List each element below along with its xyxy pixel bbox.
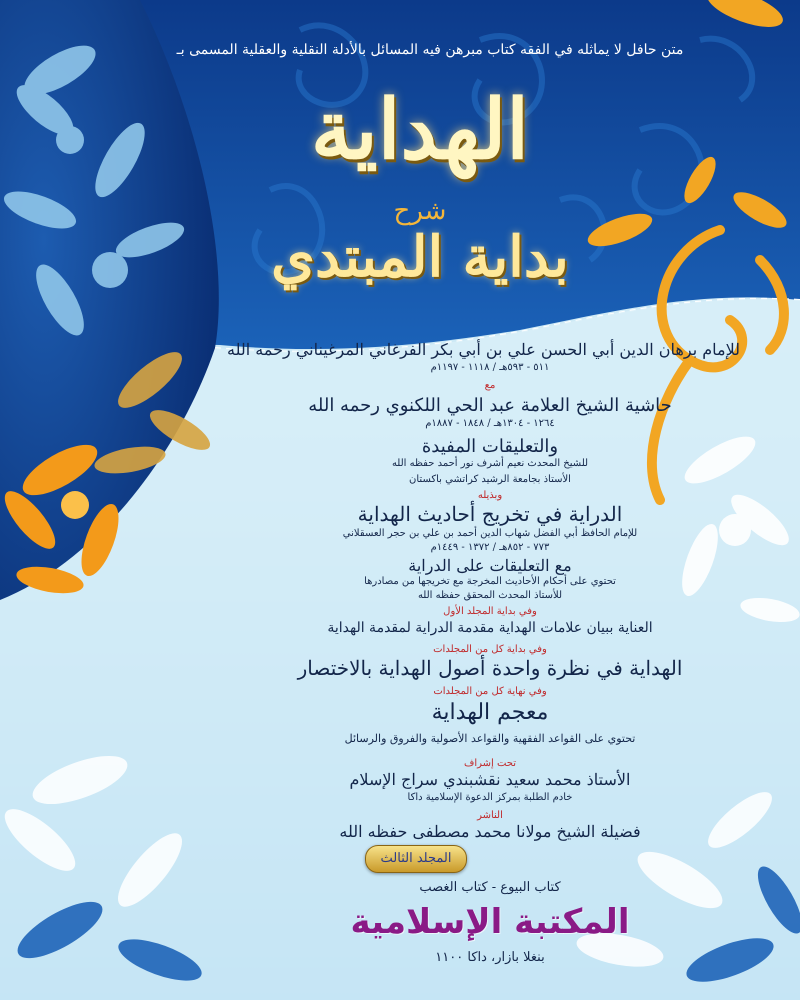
each-volume-contents: الهداية في نظرة واحدة أصول الهداية بالاختصار: [297, 656, 683, 680]
mujam-title: معجم الهداية: [431, 700, 549, 725]
diraya-notes-author: للأستاذ المحدث المحقق حفظه الله: [417, 590, 563, 601]
volume-books: كتاب البيوع - كتاب الغصب: [419, 880, 561, 895]
with-label: مع: [484, 380, 496, 391]
taliqat-affiliation: الأستاذ بجامعة الرشيد كراتشي باكستان: [409, 474, 571, 485]
author-line: للإمام برهان الدين أبي الحسن علي بن أبي بكر الفرغاني المرغيناني رحمه الله: [227, 340, 740, 359]
mujam-description: تحتوي على القواعد الفقهية والقواعد الأصولية والفروق والرسائل: [344, 732, 636, 745]
base-text-title: بداية المبتدي: [271, 224, 569, 290]
diraya-dates: ٧٧٣ - ٨٥٢هـ / ١٣٧٢ - ١٤٤٩م: [430, 542, 550, 553]
appendix-label: وبذيله: [477, 490, 503, 501]
diraya-author: للإمام الحافظ أبي الفضل شهاب الدين أحمد بن علي بن حجر العسقلاني: [342, 528, 638, 539]
volume-badge: المجلد الثالث: [365, 845, 467, 873]
diraya-notes-title: مع التعليقات على الدراية: [408, 556, 572, 575]
author-dates: ٥١١ - ٥٩٣هـ / ١١١٨ - ١١٩٧م: [430, 362, 550, 373]
supervision-label: تحت إشراف: [463, 758, 517, 769]
hashia-dates: ١٢٦٤ - ١٣٠٤هـ / ١٨٤٨ - ١٨٨٧م: [425, 418, 555, 429]
each-volume-label: وفي بداية كل من المجلدات: [433, 644, 547, 655]
supervisor-role: خادم الطلبة بمركز الدعوة الإسلامية داكا: [407, 792, 573, 803]
first-volume-label: وفي بداية المجلد الأول: [443, 606, 537, 617]
publisher-name: فضيلة الشيخ مولانا محمد مصطفى حفظه الله: [339, 822, 641, 841]
diraya-title: الدراية في تخريج أحاديث الهداية: [357, 502, 623, 526]
first-volume-contents: العناية ببيان علامات الهداية مقدمة الدراية لمقدمة الهداية: [327, 620, 653, 636]
diraya-notes-desc: تحتوي على أحكام الأحاديث المخرجة مع تخريجها من مصادرها: [364, 576, 616, 587]
publisher-logo-text: المكتبة الإسلامية: [350, 902, 630, 942]
taliqat-author: للشيخ المحدث نعيم أشرف نور أحمد حفظه الله: [391, 458, 589, 469]
publisher-address: بنغلا بازار، داكا ١١٠٠: [435, 950, 545, 965]
taliqat-title: والتعليقات المفيدة: [421, 436, 559, 457]
subtitle-tagline: متن حافل لا يماثله في الفقه كتاب مبرهن فيه المسائل بالأدلة النقلية والعقلية المسمى بـ: [176, 42, 684, 58]
supervisor-name: الأستاذ محمد سعيد نقشبندي سراج الإسلام: [349, 770, 631, 789]
book-title: الهداية: [310, 82, 530, 178]
publisher-label: الناشر: [477, 810, 503, 821]
hashia-title: حاشية الشيخ العلامة عبد الحي اللكنوي رحمه الله: [308, 395, 672, 416]
end-volume-label: وفي نهاية كل من المجلدات: [433, 686, 547, 697]
sharh-word: شرح: [393, 196, 447, 226]
